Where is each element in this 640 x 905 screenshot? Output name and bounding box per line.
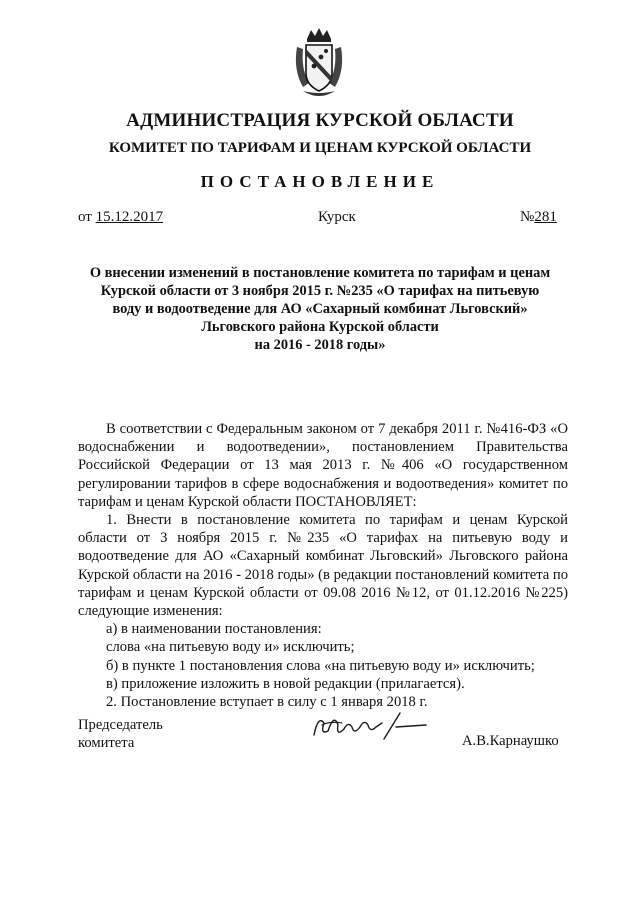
item-1a-paragraph: а) в наименовании постановления: — [106, 621, 322, 638]
date-prefix: от — [78, 209, 92, 225]
document-number — [520, 209, 557, 226]
document-body — [78, 420, 568, 711]
document-city: Курск — [318, 209, 356, 225]
signatory-position — [78, 716, 163, 752]
item-1-paragraph: 1. Внести в постановление комитета по тарифам и ценам Курской области от 3 ноября 2015 г. №235 «О тарифах на питьевую воду и водоотведение для АО «Сахарный комбинат Льговский» Льговского района Курской области на 2016 - 2018 годы» (в редакции постановлений комитета по тарифам и ценам Курской области от 09.08 2016 №12, от 01.12.2016 №225) следующие изменения: — [78, 512, 568, 620]
signatory-name: А.В.Карнаушко — [462, 733, 559, 749]
subject-line: Льговского района Курской области — [201, 319, 439, 335]
item-2-paragraph: 2. Постановление вступает в силу с 1 января 2018 г. — [106, 694, 428, 711]
item-1c-paragraph: в) приложение изложить в новой редакции (прилагается). — [106, 675, 465, 692]
date-value: 15.12.2017 — [95, 209, 164, 225]
document-title: ПОСТАНОВЛЕНИЕ — [200, 172, 440, 191]
position-line: комитета — [78, 735, 135, 751]
organization-name: АДМИНИСТРАЦИЯ КУРСКОЙ ОБЛАСТИ — [126, 110, 514, 131]
preamble-paragraph: В соответствии с Федеральным законом от 7 декабря 2011 г. №416-ФЗ «О водоснабжении и водоотведении», постановлением Правительства Российской Федерации от 13 мая 2013 г. №406 «О государственном регулировании тарифов в сфере водоснабжения и водоотведения» комитет по тарифам и ценам Курской области ПОСТАНОВЛЯЕТ: — [78, 421, 568, 510]
position-line: Председатель — [78, 717, 163, 733]
subject-line: Курской области от 3 ноября 2015 г. №235 «О тарифах на питьевую — [100, 283, 540, 299]
document-subject — [70, 264, 570, 354]
subject-line: воду и водоотведение для АО «Сахарный комбинат Льговский» — [112, 301, 528, 317]
coat-of-arms-icon — [289, 25, 349, 100]
number-value: 281 — [534, 209, 557, 225]
subject-line: О внесении изменений в постановление комитета по тарифам и ценам — [89, 265, 551, 281]
number-prefix: № — [520, 209, 535, 225]
handwritten-signature-icon — [308, 705, 428, 747]
subject-line: на 2016 - 2018 годы» — [254, 337, 386, 353]
item-1b-paragraph: б) в пункте 1 постановления слова «на питьевую воду и» исключить; — [106, 657, 535, 674]
document-date — [78, 209, 163, 226]
committee-name: КОМИТЕТ ПО ТАРИФАМ И ЦЕНАМ КУРСКОЙ ОБЛАСТИ — [108, 140, 532, 156]
item-1a-text: слова «на питьевую воду и» исключить; — [106, 639, 355, 656]
